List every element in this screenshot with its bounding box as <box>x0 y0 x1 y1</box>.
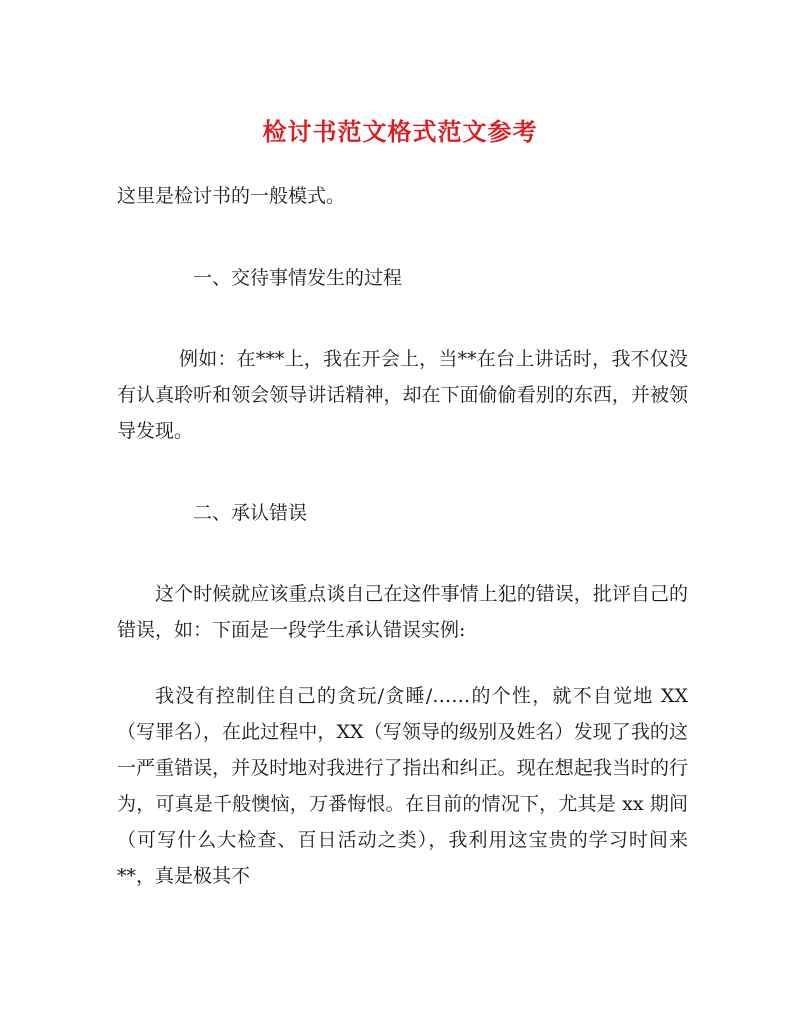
document-title: 检讨书范文格式范文参考 <box>262 117 538 146</box>
document-body <box>117 178 688 894</box>
section-body-2: 这个时候就应该重点谈自己在这件事情上犯的错误，批评自己的错误，如：下面是一段学生承认错误实例: <box>117 583 688 641</box>
intro-paragraph: 这里是检讨书的一般模式。 <box>117 185 346 207</box>
section-heading-2: 二、承认错误 <box>193 502 308 524</box>
example-paragraph: 我没有控制住自己的贪玩/贪睡/……的个性，就不自觉地 XX（写罪名），在此过程中，XX（写领导的级别及姓名）发现了我的这一严重错误，并及时地对我进行了指出和纠正。现在想起我当时的行为，可真是千般懊恼，万番悔恨。在目前的情况下，尤其是 xx 期间（可写什么大检查、百日活动之类），我利用这宝贵的学习时间来**，真是极其不 <box>117 685 688 887</box>
section-body-1: 例如：在***上，我在开会上，当**在台上讲话时，我不仅没有认真聆听和领会领导讲话精神，却在下面偷偷看别的东西，并被领导发现。 <box>117 348 688 442</box>
section-heading-1: 一、交待事情发生的过程 <box>193 267 403 289</box>
